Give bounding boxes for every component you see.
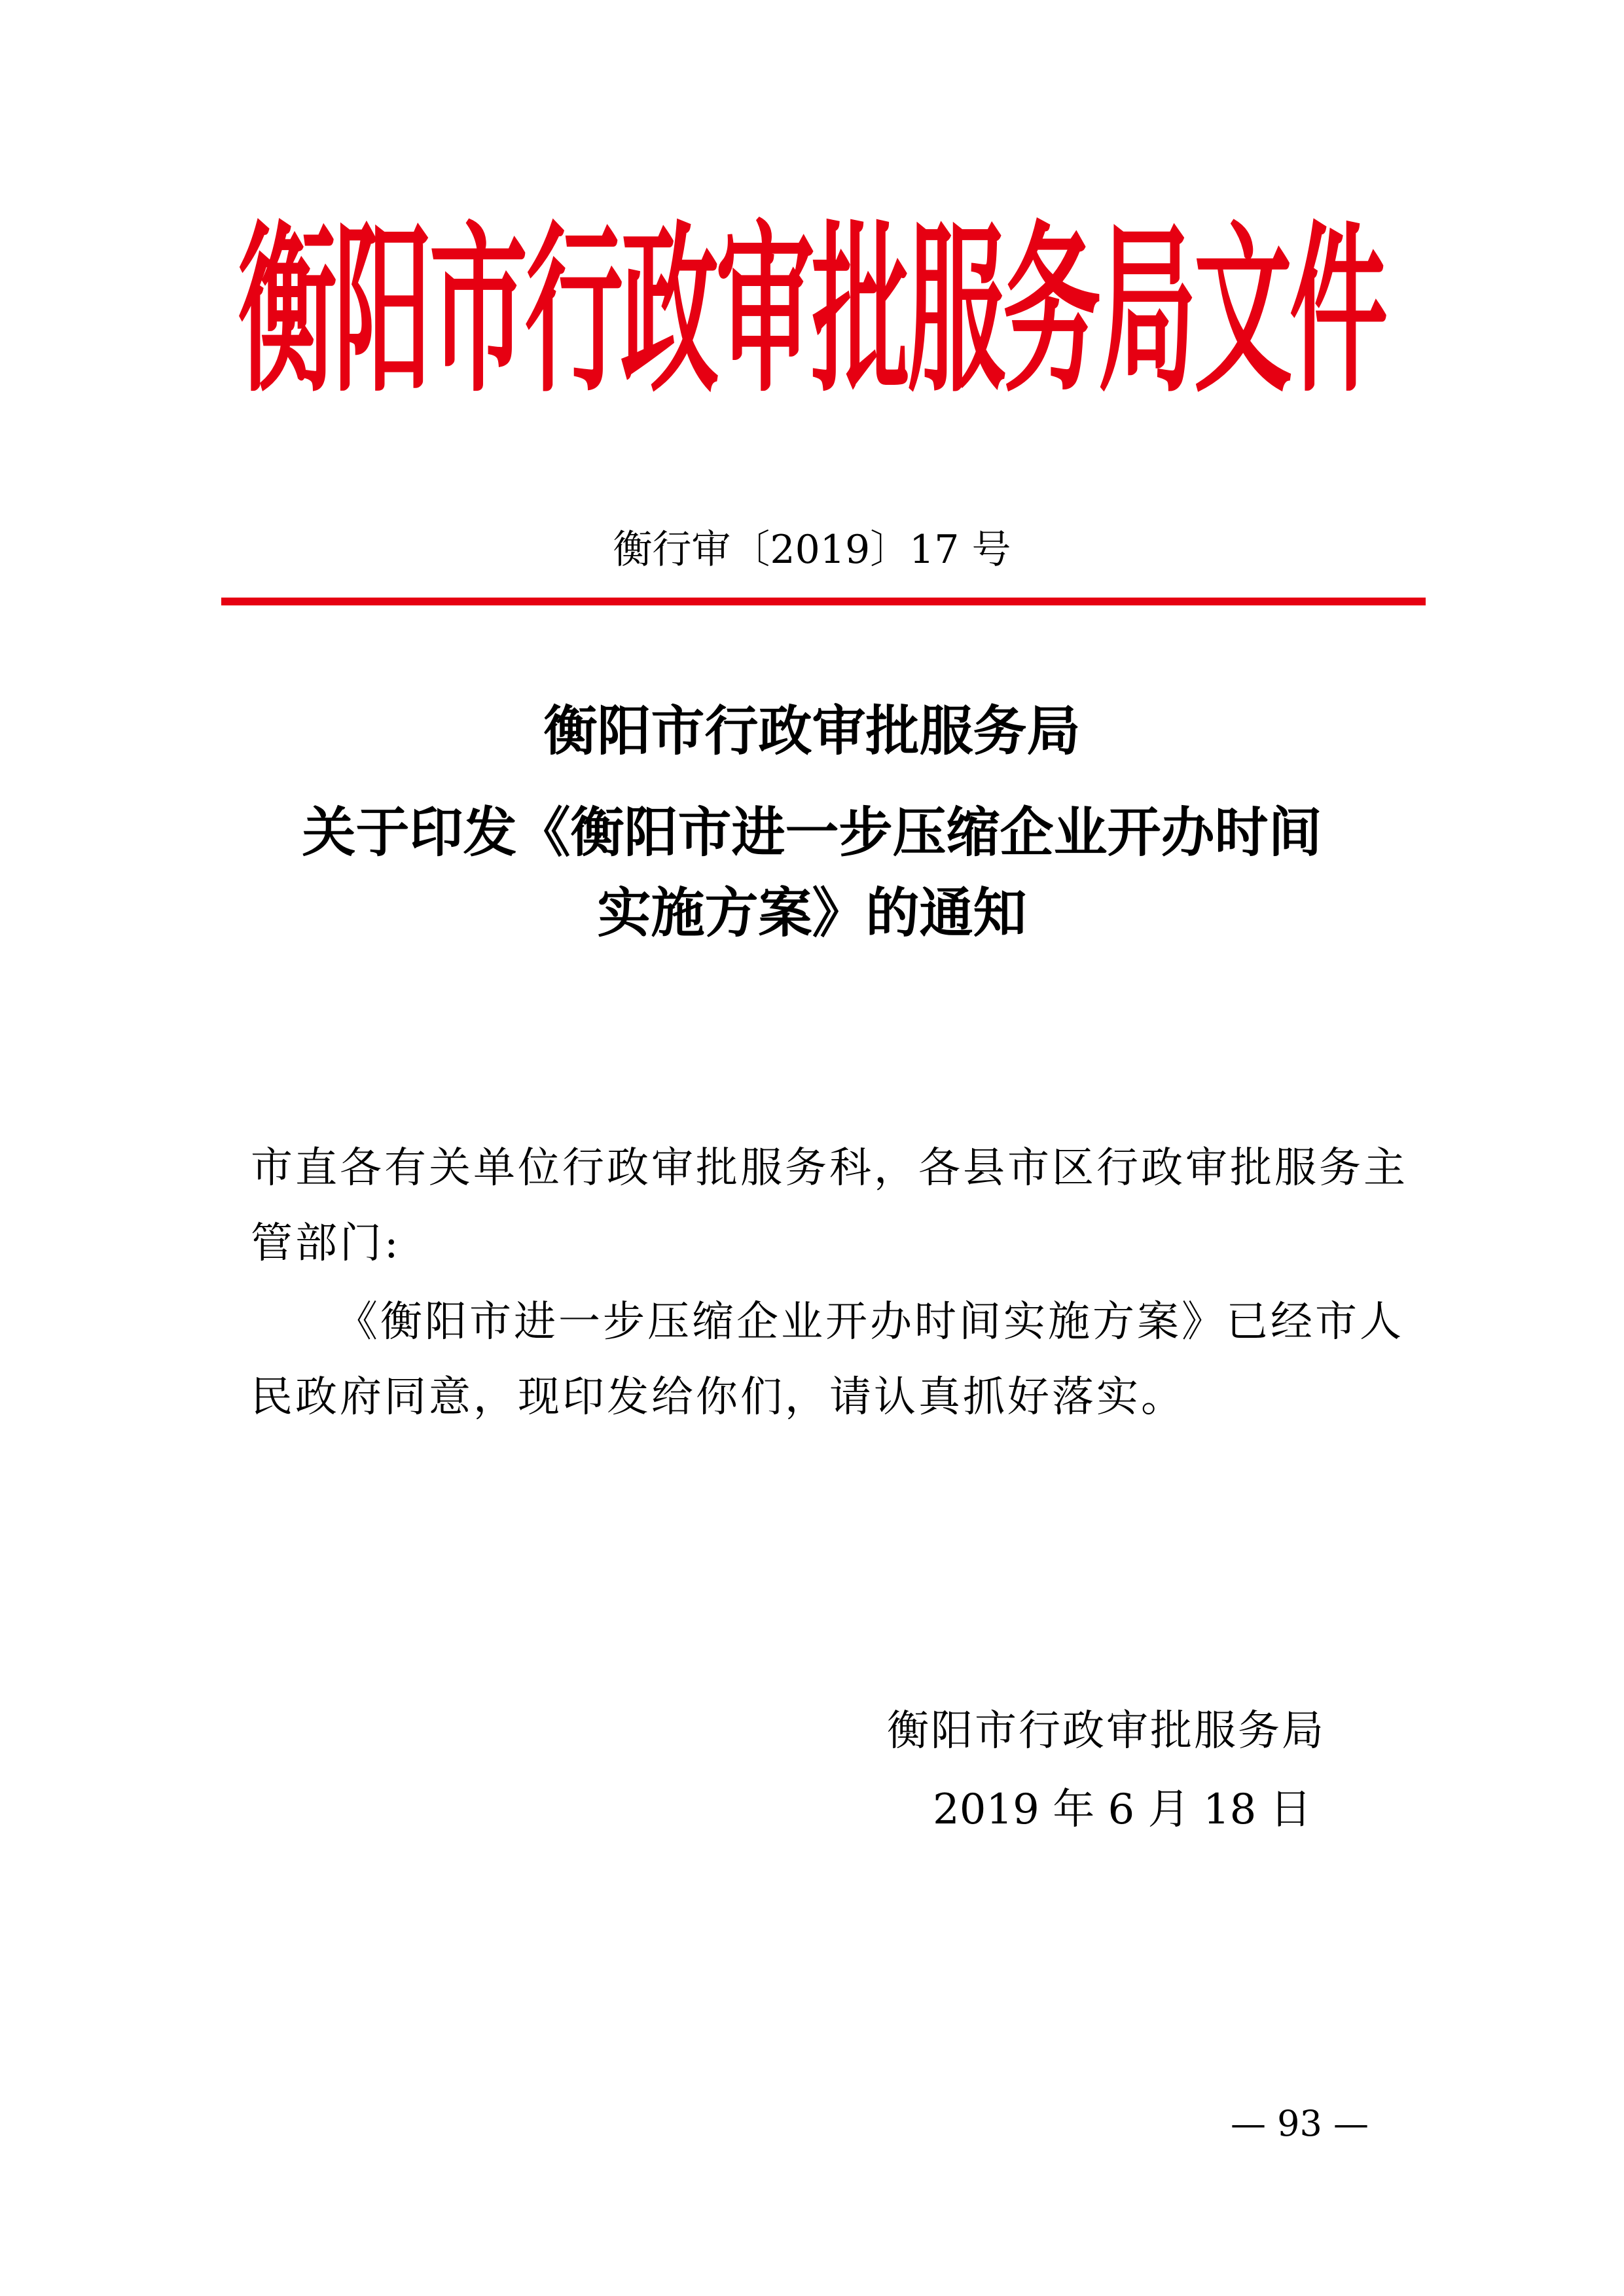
body-paragraph-line-1: 《衡阳市进一步压缩企业开办时间实施方案》已经市人	[336, 1298, 1404, 1346]
body-paragraph-line-2: 民政府同意，现印发给你们，请认真抓好落实。	[251, 1373, 1185, 1422]
notice-title-line-2: 关于印发《衡阳市进一步压缩企业开办时间	[302, 801, 1322, 864]
issue-date: 2019 年 6 月 18 日	[933, 1785, 1312, 1834]
masthead-title: 衡阳市行政审批服务局文件	[238, 204, 1385, 418]
page-number: — 93 —	[1231, 2103, 1369, 2144]
red-divider-line	[221, 598, 1426, 605]
addressee-line-1: 市直各有关单位行政审批服务科，各县市区行政审批服务主	[251, 1144, 1408, 1193]
notice-title-line-1: 衡阳市行政审批服务局	[543, 700, 1081, 762]
addressee-line-2: 管部门:	[251, 1219, 401, 1268]
notice-title-line-3: 实施方案》的通知	[597, 882, 1027, 944]
document-number: 衡行审〔2019〕17 号	[613, 527, 1011, 573]
issuer-signature: 衡阳市行政审批服务局	[887, 1707, 1326, 1755]
